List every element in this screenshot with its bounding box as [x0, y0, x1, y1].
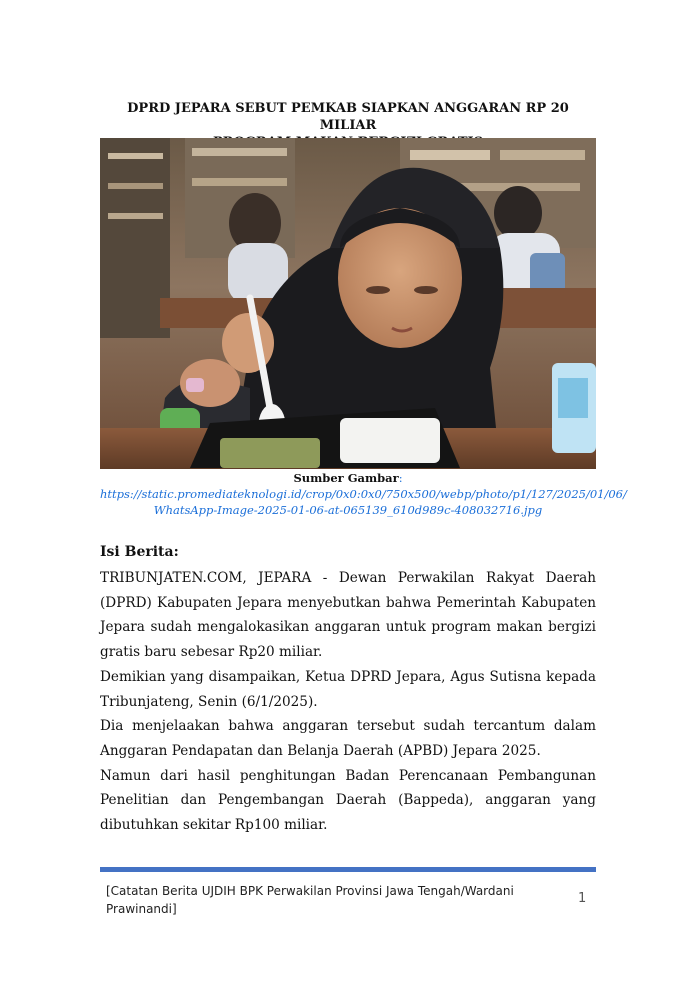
footer-note-line-2: Prawinandi] [106, 902, 177, 916]
page-number: 1 [578, 891, 587, 906]
caption-url-line-2[interactable]: WhatsApp-Image-2025-01-06-at-065139_610d989c-408032716.jpg [153, 503, 543, 517]
caption-label: Sumber Gambar [293, 471, 399, 485]
paragraph: Dia menjelaakan bahwa anggaran tersebut sudah tercantum dalam Anggaran Pendapatan dan Belanja Daerah (APBD) Jepara 2025. [100, 718, 596, 759]
paragraph: Demikian yang disampaikan, Ketua DPRD Jepara, Agus Sutisna kepada Tribunjateng, Senin (6/1/2025). [100, 668, 596, 710]
article-title-line-1: DPRD JEPARA SEBUT PEMKAB SIAPKAN ANGGARAN RP 20 MILIAR [127, 101, 569, 133]
section-heading: Isi Berita: [100, 544, 179, 560]
caption-colon: : [398, 471, 403, 485]
caption-url-line-1[interactable]: https://static.promediateknologi.id/crop/0x0:0x0/750x500/webp/photo/p1/127/2025/01/06/ [100, 487, 627, 501]
footer-note [106, 882, 546, 918]
image-caption [100, 470, 627, 518]
footer-note-line-1: [Catatan Berita UJDIH BPK Perwakilan Provinsi Jawa Tengah/Wardani [106, 884, 514, 898]
article-body [100, 566, 596, 838]
footer-rule [100, 867, 596, 872]
news-photo-illustration [100, 138, 596, 469]
paragraph: TRIBUNJATEN.COM, JEPARA - Dewan Perwakilan Rakyat Daerah (DPRD) Kabupaten Jepara menyebutkan bahwa Pemerintah Kabupaten Jepara sudah mengalokasikan anggaran untuk program makan bergizi gratis baru sebesar Rp20 miliar. [100, 570, 596, 661]
paragraph: Namun dari hasil penghitungan Badan Perencanaan Pembangunan Penelitian dan Pengembangan Daerah (Bappeda), anggaran yang dibutuhkan sekitar Rp100 miliar. [100, 767, 596, 834]
news-photo [100, 138, 596, 469]
